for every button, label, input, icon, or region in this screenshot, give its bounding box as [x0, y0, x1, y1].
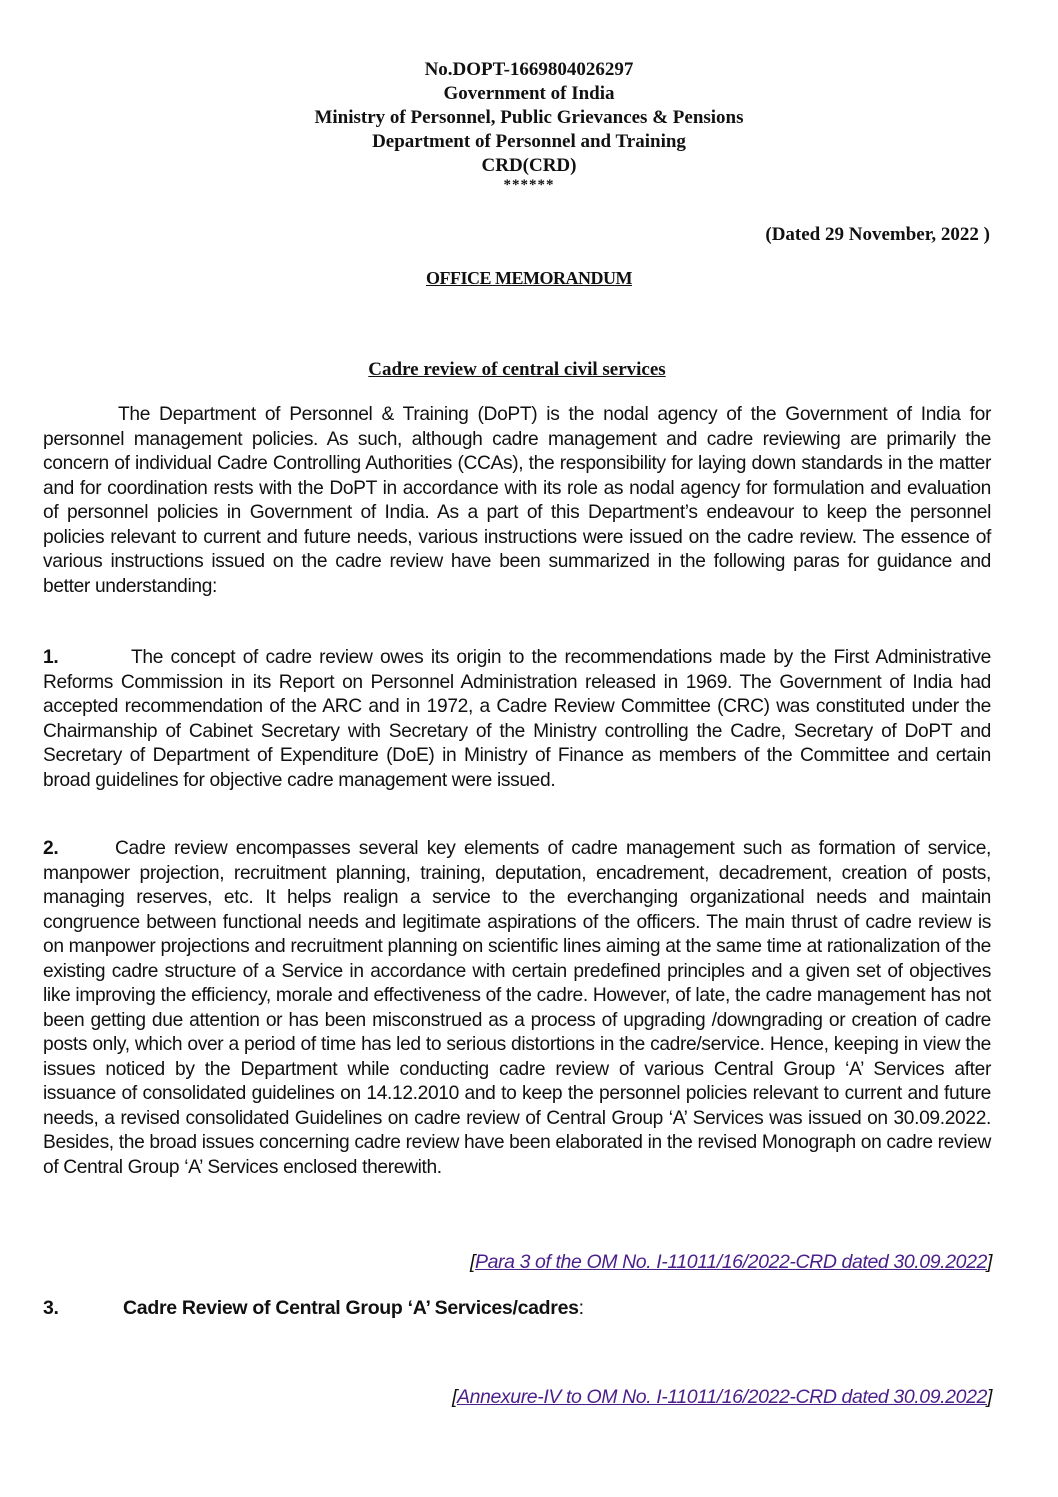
reference-link-annexure-iv[interactable]: Annexure-IV to OM No. I-11011/16/2022-CRD dated 30.09.2022 — [456, 1386, 987, 1408]
section-colon: : — [578, 1297, 584, 1319]
paragraph-text: Cadre review encompasses several key elements of cadre management such as formation of service, manpower projection, recruitment planning, training, deputation, encadrement, decadrement, creation of posts, managing reserves, etc. It helps realign a service to the everchanging organizational needs and maintain congruence between functional needs and legitimate aspirations of the officers. The main thrust of cadre review is on manpower projections and recruitment planning on scientific lines aiming at the same time at rationalization of the existing cadre structure of a Service in accordance with certain predefined principles and a given set of objectives like improving the efficiency, morale and effectiveness of the cadre. However, of late, the cadre management has not been getting due attention or has been misconstrued as a process of upgrading /downgrading or creation of cadre posts only, which over a period of time has led to serious distortions in the cadre/service. Hence, keeping in view the issues noticed by the Department while conducting cadre review of various Central Group ‘A’ Services after issuance of consolidated guidelines on 14.12.2010 and to keep the personnel policies relevant to current and future needs, a revised consolidated Guidelines on cadre review of Central Group ‘A’ Services was issued on 30.09.2022. Besides, the broad issues concerning cadre review have been elaborated in the revised Monograph on cadre review of Central Group ‘A’ Services enclosed therewith. — [43, 838, 991, 1178]
document-date: (Dated 29 November, 2022 ) — [765, 224, 990, 245]
paragraph-text: The concept of cadre review owes its origin to the recommendations made by the First Administrative Reforms Commission in its Report on Personnel Administration released in 1969. The Government of India had accepted recommendation of the ARC and in 1972, a Cadre Review Committee (CRC) was constituted under the Chairmanship of Cabinet Secretary with Secretary of the Ministry controlling the Cadre, Secretary of DoPT and Secretary of Department of Expenditure (DoE) in Ministry of Finance as members of the Committee and certain broad guidelines for objective cadre management were issued. — [43, 647, 991, 791]
section-3-heading — [43, 1297, 584, 1320]
reference-citation-2 — [452, 1386, 992, 1409]
reference-link-om-para3[interactable]: Para 3 of the OM No. I-11011/16/2022-CRD dated 30.09.2022 — [474, 1251, 987, 1273]
paragraph-number: 2. — [43, 838, 59, 859]
header-separator: ****** — [503, 177, 555, 193]
close-bracket: ] — [986, 1251, 992, 1273]
paragraph-1 — [43, 646, 991, 793]
close-bracket: ] — [986, 1386, 992, 1408]
section-title: Cadre Review of Central Group ‘A’ Services/cadres — [123, 1297, 579, 1319]
section-number: 3. — [43, 1297, 59, 1319]
department-name: Department of Personnel and Training — [372, 131, 686, 152]
document-number: No.DOPT-1669804026297 — [424, 59, 634, 80]
paragraph-number: 1. — [43, 647, 59, 668]
government-name: Government of India — [443, 83, 615, 104]
ministry-name: Ministry of Personnel, Public Grievances & Pensions — [314, 107, 744, 128]
open-bracket: [ — [469, 1251, 475, 1273]
open-bracket: [ — [451, 1386, 457, 1408]
paragraph-2 — [43, 837, 991, 1180]
reference-citation-1 — [470, 1251, 992, 1274]
intro-paragraph: The Department of Personnel & Training (DoPT) is the nodal agency of the Government of India for personnel management policies. As such, although cadre management and cadre reviewing are primarily the concern of individual Cadre Controlling Authorities (CCAs), the responsibility for laying down standards in the matter and for coordination rests with the DoPT in accordance with its role as nodal agency for formulation and evaluation of personnel policies in Government of India. As a part of this Department’s endeavour to keep the personnel policies relevant to current and future needs, various instructions were issued on the cadre review. The essence of various instructions issued on the cadre review have been summarized in the following paras for guidance and better understanding: — [43, 404, 991, 597]
letterhead — [0, 58, 1058, 202]
division-name: CRD(CRD) — [481, 155, 577, 176]
subject-heading: Cadre review of central civil services — [368, 359, 666, 380]
document-type-heading: OFFICE MEMORANDUM — [426, 268, 632, 288]
